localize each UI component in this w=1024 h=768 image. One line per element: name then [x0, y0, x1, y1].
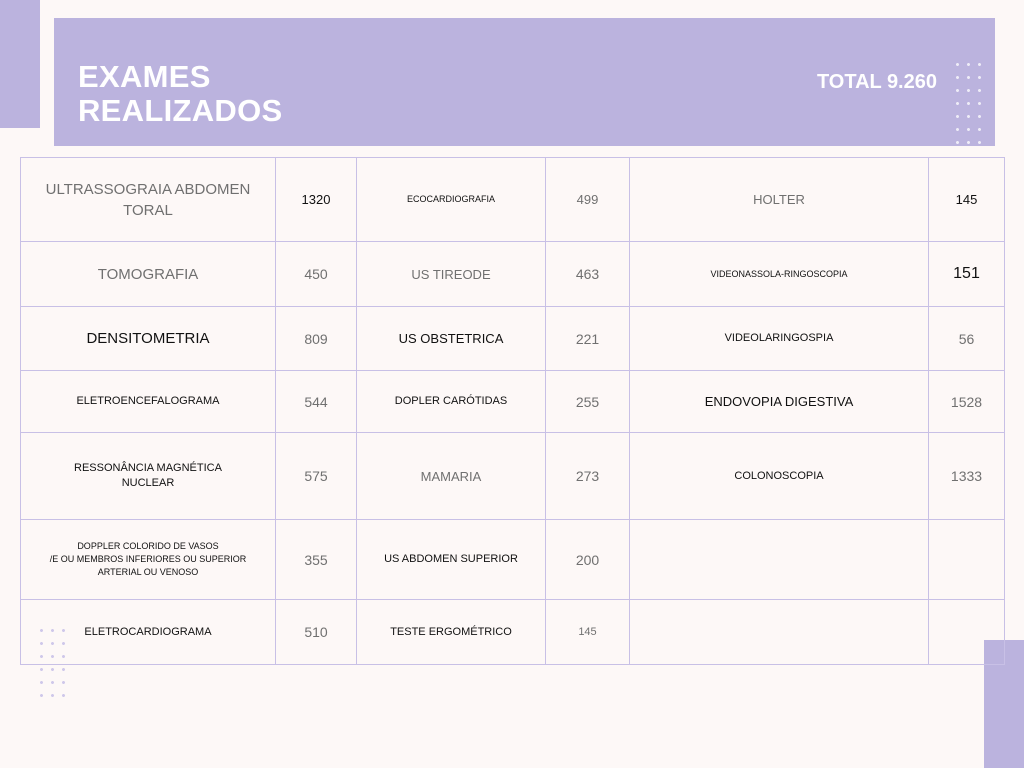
exam-count — [929, 520, 1005, 600]
exam-count: 809 — [276, 307, 357, 371]
exam-name: DOPLER CARÓTIDAS — [357, 371, 546, 433]
dot-pattern-icon — [952, 58, 986, 146]
exam-count: 575 — [276, 433, 357, 520]
exam-count: 450 — [276, 242, 357, 307]
exam-count: 544 — [276, 371, 357, 433]
exam-name: ECOCARDIOGRAFIA — [357, 158, 546, 242]
exam-count: 145 — [929, 158, 1005, 242]
exam-count — [929, 600, 1005, 665]
exam-name: TESTE ERGOMÉTRICO — [357, 600, 546, 665]
exam-name: HOLTER — [630, 158, 929, 242]
exam-count: 221 — [546, 307, 630, 371]
table-row — [21, 158, 1005, 242]
exam-name: MAMARIA — [357, 433, 546, 520]
exam-count: 1528 — [929, 371, 1005, 433]
exam-name: VIDEONASSOLA-RINGOSCOPIA — [630, 242, 929, 307]
table-row — [21, 242, 1005, 307]
exam-name: TOMOGRAFIA — [21, 242, 276, 307]
exam-name: ELETROENCEFALOGRAMA — [21, 371, 276, 433]
exam-name — [21, 433, 276, 520]
dot-pattern-icon — [36, 624, 70, 702]
exam-name-line: ARTERIAL OU VENOSO — [97, 567, 199, 577]
table-row — [21, 307, 1005, 371]
page-title-line-2: REALIZADOS — [78, 93, 283, 128]
exam-name: ULTRASSOGRAIA ABDOMEN TORAL — [21, 158, 276, 242]
exam-name-line: /E OU MEMBROS INFERIORES OU SUPERIOR — [49, 554, 247, 564]
decorative-accent-left — [0, 0, 40, 128]
exam-count: 355 — [276, 520, 357, 600]
exam-count: 463 — [546, 242, 630, 307]
exam-name: US TIREODE — [357, 242, 546, 307]
exam-name — [630, 600, 929, 665]
exam-name: ELETROCARDIOGRAMA — [21, 600, 276, 665]
exam-name-line: RESSONÂNCIA MAGNÉTICA — [74, 462, 222, 474]
exam-count: 499 — [546, 158, 630, 242]
table-row — [21, 371, 1005, 433]
exam-name: US OBSTETRICA — [357, 307, 546, 371]
page-title — [78, 60, 378, 128]
header-banner — [54, 18, 995, 146]
exam-name — [630, 520, 929, 600]
exam-name: COLONOSCOPIA — [630, 433, 929, 520]
exam-name: ENDOVOPIA DIGESTIVA — [630, 371, 929, 433]
table-row — [21, 433, 1005, 520]
exam-name-line: NUCLEAR — [121, 477, 175, 489]
exam-count: 145 — [546, 600, 630, 665]
exam-count: 255 — [546, 371, 630, 433]
exams-table — [20, 157, 1005, 665]
exam-count: 56 — [929, 307, 1005, 371]
exam-name: DENSITOMETRIA — [21, 307, 276, 371]
exam-count: 1320 — [276, 158, 357, 242]
page-title-line-1: EXAMES — [78, 59, 211, 94]
exam-name-line: DOPPLER COLORIDO DE VASOS — [77, 541, 219, 551]
exam-count: 273 — [546, 433, 630, 520]
exam-count: 151 — [929, 242, 1005, 307]
exam-count: 200 — [546, 520, 630, 600]
exam-name — [21, 520, 276, 600]
exam-count: 1333 — [929, 433, 1005, 520]
exam-name: US ABDOMEN SUPERIOR — [357, 520, 546, 600]
exam-count: 510 — [276, 600, 357, 665]
exam-name: VIDEOLARINGOSPIA — [630, 307, 929, 371]
table-row — [21, 520, 1005, 600]
table-row — [21, 600, 1005, 665]
total-count: TOTAL 9.260 — [816, 71, 937, 93]
